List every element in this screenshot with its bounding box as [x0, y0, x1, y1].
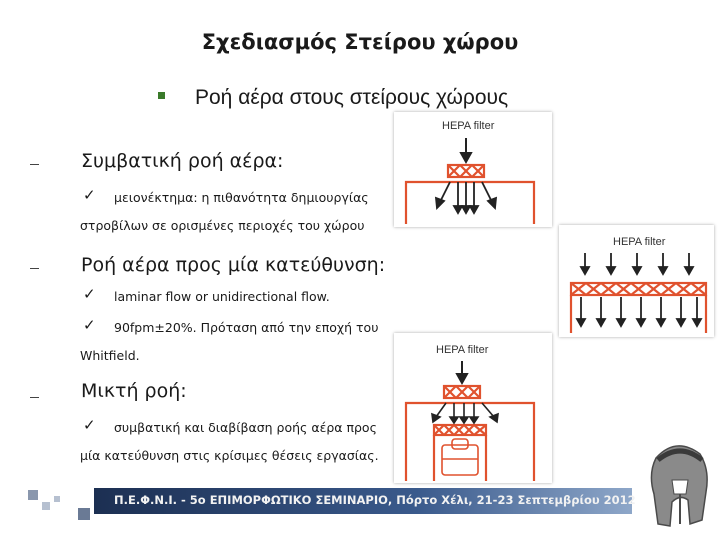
hepa-filter-label: HEPA filter	[436, 344, 489, 356]
hepa-filter-label: HEPA filter	[613, 236, 666, 248]
section-item: συμβατική και διαβίβαση ροής αέρα προς	[114, 420, 377, 435]
subtitle	[158, 86, 508, 110]
checkmark-icon: ✓	[83, 416, 96, 434]
section-continuation: μία κατεύθυνση στις κρίσιμες θέσεις εργασίας.	[80, 448, 379, 463]
helmet-logo-icon	[636, 440, 716, 538]
decorative-square-icon	[28, 490, 38, 500]
section-item: μειονέκτημα: η πιθανότητα δημιουργίας	[114, 190, 369, 205]
decorative-square-icon	[54, 496, 60, 502]
checkmark-icon: ✓	[83, 285, 96, 303]
slide-title: Σχεδιασμός Στείρου χώρου	[201, 30, 519, 54]
subtitle-text: Ροή αέρα στους στείρους χώρους	[195, 86, 509, 109]
workstation-icon	[442, 439, 478, 475]
unidirectional-flow-svg	[559, 225, 714, 337]
checkmark-icon: ✓	[83, 186, 96, 204]
section-continuation: στροβίλων σε ορισμένες περιοχές του χώρου	[80, 218, 365, 233]
section-continuation: Whitfield.	[80, 348, 140, 363]
dash-bullet-icon	[30, 397, 39, 398]
checkmark-icon: ✓	[83, 316, 96, 334]
dash-bullet-icon	[30, 164, 39, 165]
footer-text: Π.Ε.Φ.Ν.Ι. - 5ο ΕΠΙΜΟΡΦΩΤΙΚΟ ΣΕΜΙΝΑΡΙΟ, Πόρτο Χέλι, 21-23 Σεπτεμβρίου 2012	[114, 493, 636, 507]
section-item: laminar flow or unidirectional flow.	[114, 289, 330, 304]
hepa-filter-grid-icon	[406, 386, 534, 481]
hepa-filter-grid-icon	[571, 283, 706, 333]
section-heading-conventional: Συμβατική ροή αέρα:	[81, 150, 284, 172]
dash-bullet-icon	[30, 268, 39, 269]
mixed-flow-diagram	[394, 333, 552, 483]
hepa-filter-label: HEPA filter	[442, 120, 495, 132]
decorative-square-icon	[78, 508, 90, 520]
conventional-flow-svg	[394, 112, 552, 227]
section-heading-unidirectional: Ροή αέρα προς μία κατεύθυνση:	[81, 254, 386, 276]
square-bullet-icon	[158, 92, 165, 99]
conventional-flow-diagram	[394, 112, 552, 227]
mixed-flow-svg	[394, 333, 552, 483]
decorative-square-icon	[42, 502, 50, 510]
section-item: 90fpm±20%. Πρόταση από την εποχή του	[114, 320, 379, 335]
hepa-filter-grid-icon	[406, 165, 534, 224]
unidirectional-flow-diagram	[559, 225, 714, 337]
section-heading-mixed: Μικτή ροή:	[81, 380, 187, 402]
